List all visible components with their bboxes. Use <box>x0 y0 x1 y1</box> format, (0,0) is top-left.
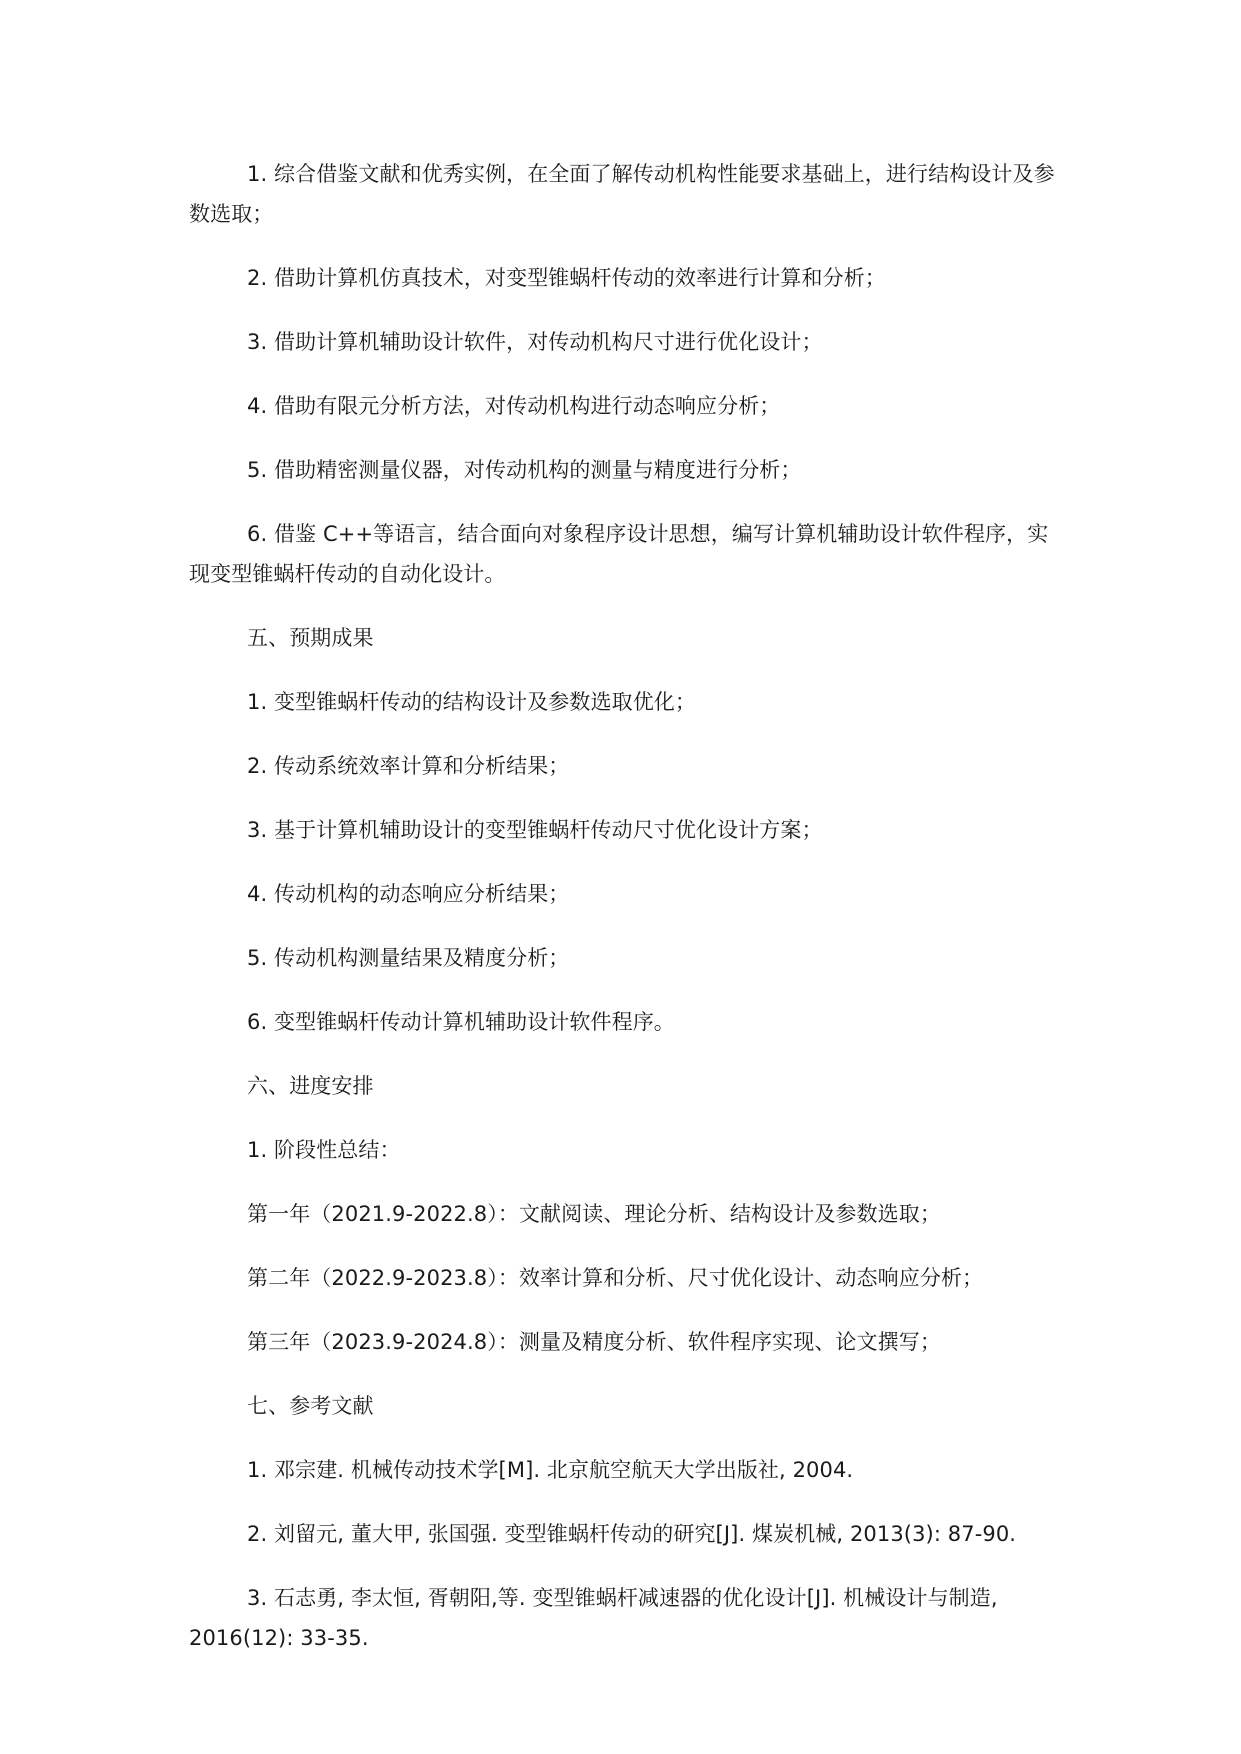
method-item-3: 3. 借助计算机辅助设计软件，对传动机构尺寸进行优化设计； <box>247 330 823 354</box>
section-heading-references: 七、参考文献 <box>247 1394 374 1418</box>
result-item-2: 2. 传动系统效率计算和分析结果； <box>247 754 570 778</box>
result-item-3: 3. 基于计算机辅助设计的变型锥蜗杆传动尺寸优化设计方案； <box>247 818 823 842</box>
schedule-year-1: 第一年（2021.9-2022.8）：文献阅读、理论分析、结构设计及参数选取； <box>247 1202 941 1226</box>
reference-item-1: 1. 邓宗建. 机械传动技术学[M]. 北京航空航天大学出版社, 2004. <box>247 1458 854 1482</box>
result-item-4: 4. 传动机构的动态响应分析结果； <box>247 882 570 906</box>
schedule-year-3: 第三年（2023.9-2024.8）：测量及精度分析、软件程序实现、论文撰写； <box>247 1330 941 1354</box>
reference-item-2: 2. 刘留元, 董大甲, 张国强. 变型锥蜗杆传动的研究[J]. 煤炭机械, 2013(3): 87-90. <box>247 1522 1017 1546</box>
method-item-4: 4. 借助有限元分析方法，对传动机构进行动态响应分析； <box>247 394 781 418</box>
method-item-5: 5. 借助精密测量仪器，对传动机构的测量与精度进行分析； <box>247 458 802 482</box>
result-item-1: 1. 变型锥蜗杆传动的结构设计及参数选取优化； <box>247 690 697 714</box>
result-item-6: 6. 变型锥蜗杆传动计算机辅助设计软件程序。 <box>247 1010 675 1034</box>
method-item-2: 2. 借助计算机仿真技术，对变型锥蜗杆传动的效率进行计算和分析； <box>247 266 886 290</box>
result-item-5: 5. 传动机构测量结果及精度分析； <box>247 946 570 970</box>
schedule-item-1: 1. 阶段性总结： <box>247 1138 401 1162</box>
schedule-year-2: 第二年（2022.9-2023.8）：效率计算和分析、尺寸优化设计、动态响应分析； <box>247 1266 984 1290</box>
document-body <box>189 154 1067 1682</box>
section-heading-schedule: 六、进度安排 <box>247 1074 374 1098</box>
method-item-6: 6. 借鉴 C++等语言，结合面向对象程序设计思想，编写计算机辅助设计软件程序，实现变型锥蜗杆传动的自动化设计。 <box>189 522 1049 586</box>
section-heading-expected-results: 五、预期成果 <box>247 626 374 650</box>
method-item-1: 1. 综合借鉴文献和优秀实例，在全面了解传动机构性能要求基础上，进行结构设计及参数选取； <box>189 162 1055 226</box>
reference-item-3: 3. 石志勇, 李太恒, 胥朝阳,等. 变型锥蜗杆减速器的优化设计[J]. 机械设计与制造, 2016(12): 33-35. <box>189 1586 998 1650</box>
